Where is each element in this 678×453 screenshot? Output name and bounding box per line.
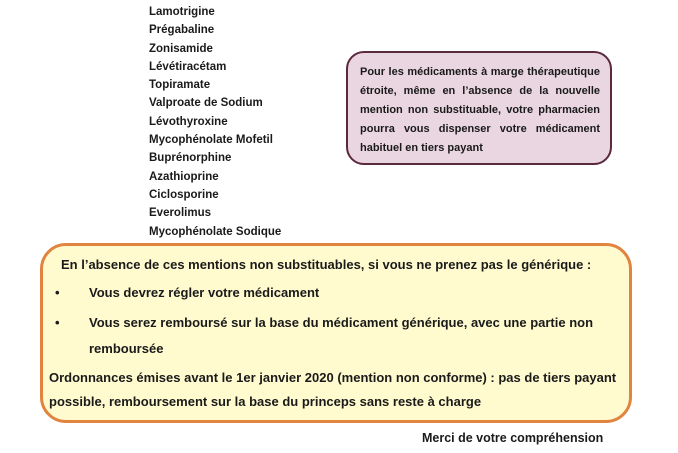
bullet-icon: • bbox=[55, 285, 60, 300]
notice-intro: En l’absence de ces mentions non substituables, si vous ne prenez pas le générique : bbox=[61, 257, 592, 272]
bullet-icon: • bbox=[55, 315, 60, 330]
drug-item: Ciclosporine bbox=[149, 188, 219, 201]
drug-item: Mycophénolate Sodique bbox=[149, 225, 282, 238]
notice-bullet-item bbox=[49, 280, 619, 306]
drug-list bbox=[149, 3, 281, 241]
drug-item: Azathioprine bbox=[149, 170, 219, 183]
drug-item: Topiramate bbox=[149, 79, 211, 92]
info-box-text: Pour les médicaments à marge thérapeutique étroite, même en l’absence de la nouvelle mention non substituable, votre pharmacien pourra vous dispenser votre médicament habituel en tiers payant bbox=[360, 66, 600, 154]
drug-item: Everolimus bbox=[149, 207, 211, 220]
drug-item: Buprénorphine bbox=[149, 152, 232, 165]
prescription-date-note: Ordonnances émises avant le 1er janvier 2020 (mention non conforme) : pas de tiers payant possible, remboursement sur la base du princeps sans reste à charge bbox=[49, 370, 617, 409]
drug-item: Valproate de Sodium bbox=[149, 97, 263, 110]
thank-you-note: Merci de votre compréhension bbox=[422, 431, 604, 445]
drug-item: Lamotrigine bbox=[149, 6, 215, 18]
bullet-text: Vous devrez régler votre médicament bbox=[89, 285, 320, 300]
drug-item: Zonisamide bbox=[149, 42, 213, 55]
notice-bullet-item bbox=[49, 310, 619, 362]
notice-bullet-list bbox=[49, 280, 619, 362]
drug-item: Lévothyroxine bbox=[149, 115, 228, 128]
drug-item: Mycophénolate Mofetil bbox=[149, 134, 273, 147]
generic-substitution-notice-box bbox=[40, 243, 632, 423]
bullet-text: Vous serez remboursé sur la base du médicament générique, avec une partie non remboursée bbox=[89, 315, 594, 356]
drug-item: Prégabaline bbox=[149, 24, 215, 37]
narrow-therapeutic-margin-info-box bbox=[346, 51, 612, 165]
drug-item: Lévétiracétam bbox=[149, 60, 227, 73]
